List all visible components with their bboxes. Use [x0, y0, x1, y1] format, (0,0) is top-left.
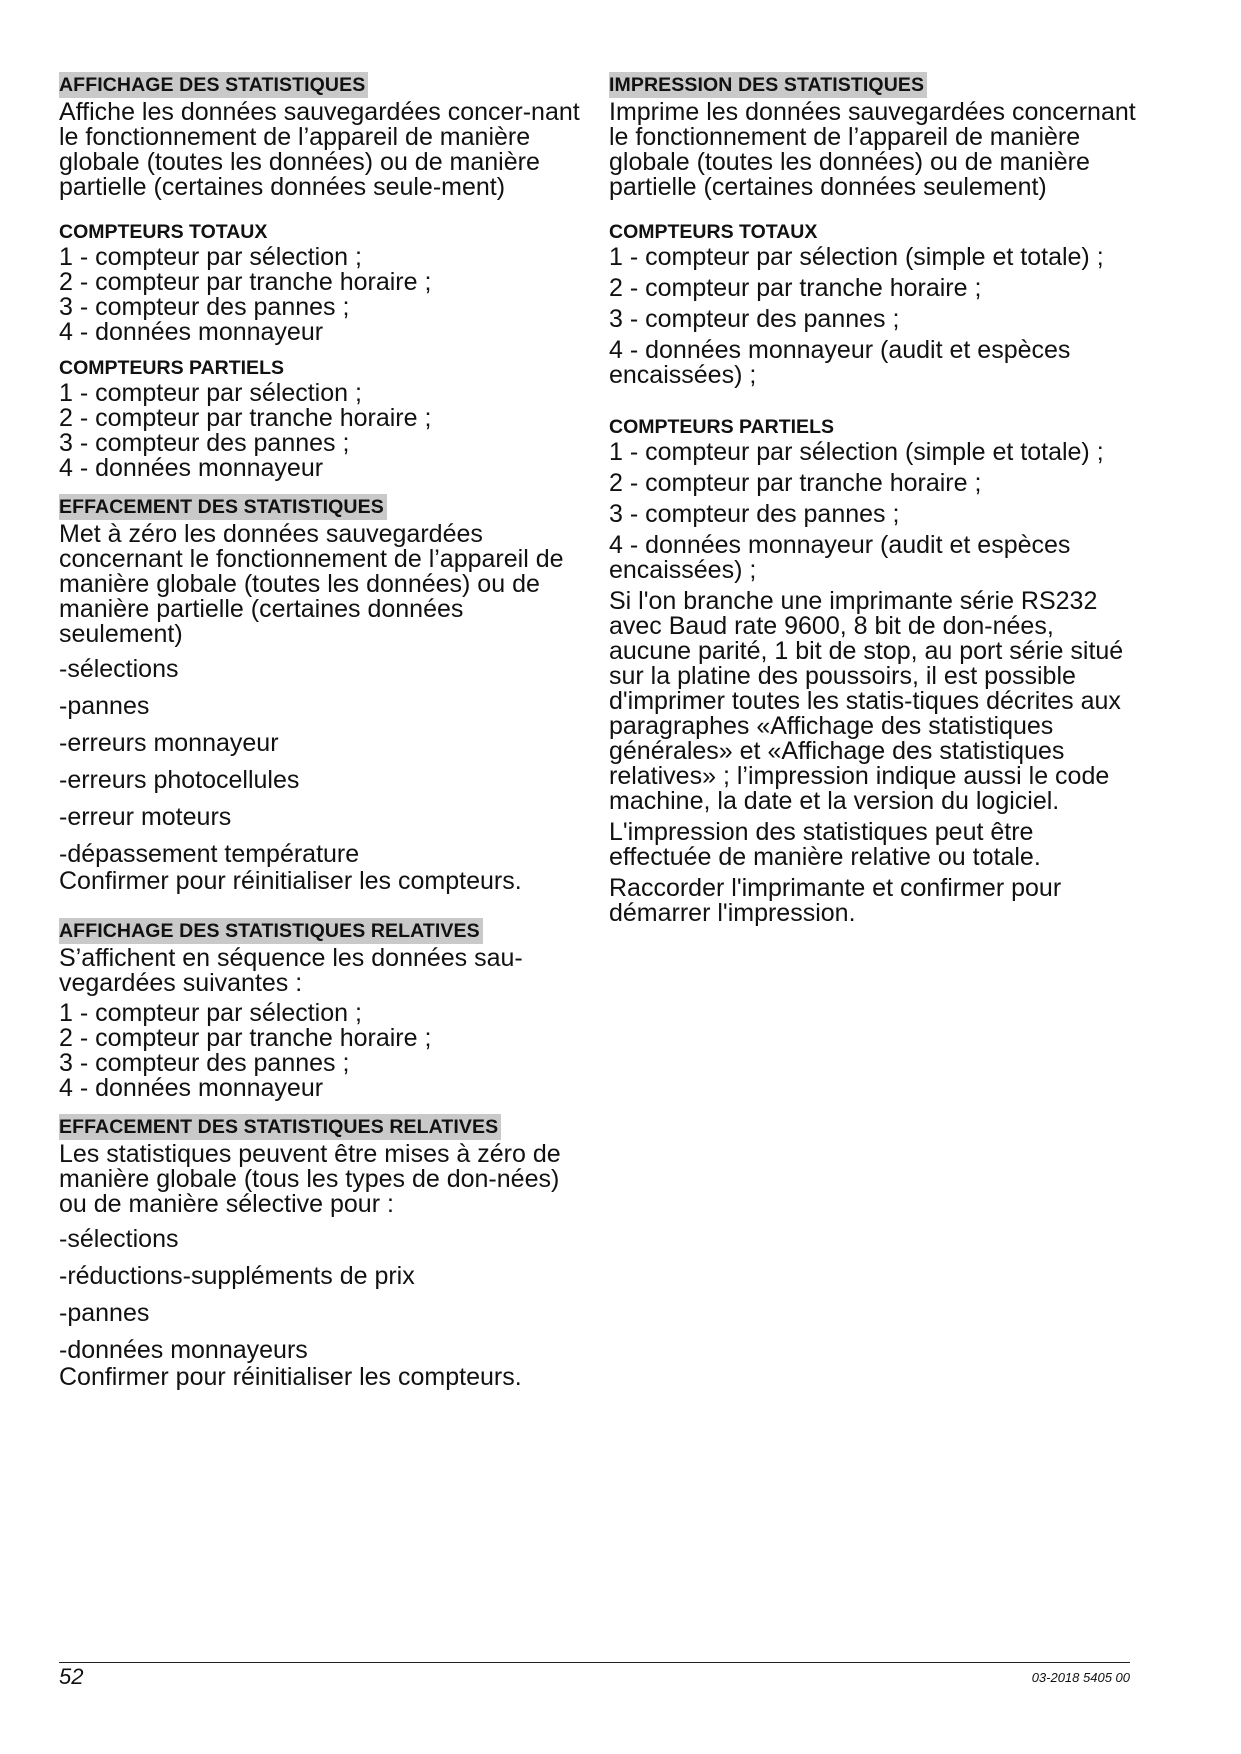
- list-item: 3 - compteur des pannes ;: [609, 500, 900, 528]
- printer-instructions: Si l'on branche une imprimante série RS232 avec Baud rate 9600, 8 bit de don-nées, aucune parité, 1 bit de stop, au port série situé sur la platine des poussoirs, il est possible d'imprimer toutes les statis-tiques décrites aux paragraphes «Affichage des statistiques générales» et «Affichage des statistiques relatives» ; l’impression indique aussi le code machine, la date et la version du logiciel.: [609, 587, 1124, 815]
- list-item: 3 - compteur des pannes ;: [59, 1049, 350, 1077]
- list-item: 3 - compteur des pannes ;: [59, 429, 350, 457]
- list-effacement-relatives: [59, 1227, 581, 1363]
- section-affichage-statistiques: [59, 72, 581, 481]
- section-impression-statistiques: [609, 72, 1139, 926]
- list-item: 1 - compteur par sélection ;: [59, 379, 362, 407]
- footer-divider: [59, 1662, 1130, 1663]
- list-relatives: [59, 1001, 581, 1101]
- subheading-compteurs-partiels: COMPTEURS PARTIELS: [609, 416, 834, 438]
- list-effacement: [59, 657, 581, 867]
- list-item: 2 - compteur par tranche horaire ;: [59, 268, 432, 296]
- list-item: 4 - données monnayeur (audit et espèces encaissées) ;: [609, 336, 1071, 389]
- list-item: 1 - compteur par sélection (simple et totale) ;: [609, 438, 1104, 466]
- list-item: -sélections: [59, 1225, 179, 1253]
- list-item: 1 - compteur par sélection ;: [59, 999, 362, 1027]
- right-column: [609, 72, 1139, 926]
- section-heading: EFFACEMENT DES STATISTIQUES RELATIVES: [59, 1114, 501, 1140]
- list-compteurs-partiels: [609, 440, 1139, 583]
- document-code: 03-2018 5405 00: [1031, 1670, 1130, 1685]
- list-item: 4 - données monnayeur: [59, 454, 324, 482]
- list-compteurs-partiels: [59, 381, 581, 481]
- section-effacement-statistiques-relatives: [59, 1114, 581, 1390]
- list-item: 1 - compteur par sélection (simple et totale) ;: [609, 243, 1104, 271]
- list-item: 4 - données monnayeur: [59, 318, 324, 346]
- print-mode-text: L'impression des statistiques peut être effectuée de manière relative ou totale.: [609, 818, 1041, 871]
- section-body: Met à zéro les données sauvegardées concernant le fonctionnement de l’appareil de manière globale (toutes les données) ou de manière partielle (certaines données seulement): [59, 520, 564, 648]
- section-heading: EFFACEMENT DES STATISTIQUES: [59, 494, 387, 520]
- left-column: [59, 72, 581, 1390]
- list-compteurs-totaux: [59, 245, 581, 345]
- subheading-compteurs-totaux: COMPTEURS TOTAUX: [609, 221, 818, 243]
- section-affichage-statistiques-relatives: [59, 918, 581, 1101]
- list-item: 2 - compteur par tranche horaire ;: [609, 274, 982, 302]
- list-item: -erreur moteurs: [59, 803, 232, 831]
- list-item: -pannes: [59, 1299, 150, 1327]
- section-heading: AFFICHAGE DES STATISTIQUES RELATIVES: [59, 918, 483, 944]
- list-item: 4 - données monnayeur: [59, 1074, 324, 1102]
- section-effacement-statistiques: [59, 494, 581, 894]
- list-item: 4 - données monnayeur (audit et espèces encaissées) ;: [609, 531, 1071, 584]
- list-item: 1 - compteur par sélection ;: [59, 243, 362, 271]
- section-body: Imprime les données sauvegardées concernant le fonctionnement de l’appareil de manière globale (toutes les données) ou de manière partielle (certaines données seulement): [609, 98, 1136, 201]
- page-number: 52: [59, 1664, 84, 1689]
- subheading-compteurs-totaux: COMPTEURS TOTAUX: [59, 221, 268, 243]
- print-confirm-text: Raccorder l'imprimante et confirmer pour démarrer l'impression.: [609, 874, 1062, 927]
- list-item: 2 - compteur par tranche horaire ;: [59, 404, 432, 432]
- list-item: -pannes: [59, 692, 150, 720]
- section-body: Affiche les données sauvegardées concer-nant le fonctionnement de l’appareil de manière globale (toutes les données) ou de manière partielle (certaines données seule-ment): [59, 98, 580, 201]
- list-item: -dépassement température: [59, 840, 360, 868]
- confirm-text: Confirmer pour réinitialiser les compteurs.: [59, 1363, 522, 1391]
- list-item: 2 - compteur par tranche horaire ;: [59, 1024, 432, 1052]
- list-item: -erreurs photocellules: [59, 766, 300, 794]
- list-item: -réductions-suppléments de prix: [59, 1262, 415, 1290]
- list-item: 3 - compteur des pannes ;: [59, 293, 350, 321]
- list-item: 3 - compteur des pannes ;: [609, 305, 900, 333]
- section-body: Les statistiques peuvent être mises à zéro de manière globale (tous les types de don-nées) ou de manière sélective pour :: [59, 1140, 561, 1218]
- confirm-text: Confirmer pour réinitialiser les compteurs.: [59, 867, 522, 895]
- section-heading: AFFICHAGE DES STATISTIQUES: [59, 72, 368, 98]
- list-item: -erreurs monnayeur: [59, 729, 279, 757]
- list-item: -données monnayeurs: [59, 1336, 308, 1364]
- list-compteurs-totaux: [609, 245, 1139, 388]
- list-item: 2 - compteur par tranche horaire ;: [609, 469, 982, 497]
- section-heading: IMPRESSION DES STATISTIQUES: [609, 72, 927, 98]
- subheading-compteurs-partiels: COMPTEURS PARTIELS: [59, 357, 284, 379]
- section-body: S’affichent en séquence les données sau-vegardées suivantes :: [59, 944, 523, 997]
- list-item: -sélections: [59, 655, 179, 683]
